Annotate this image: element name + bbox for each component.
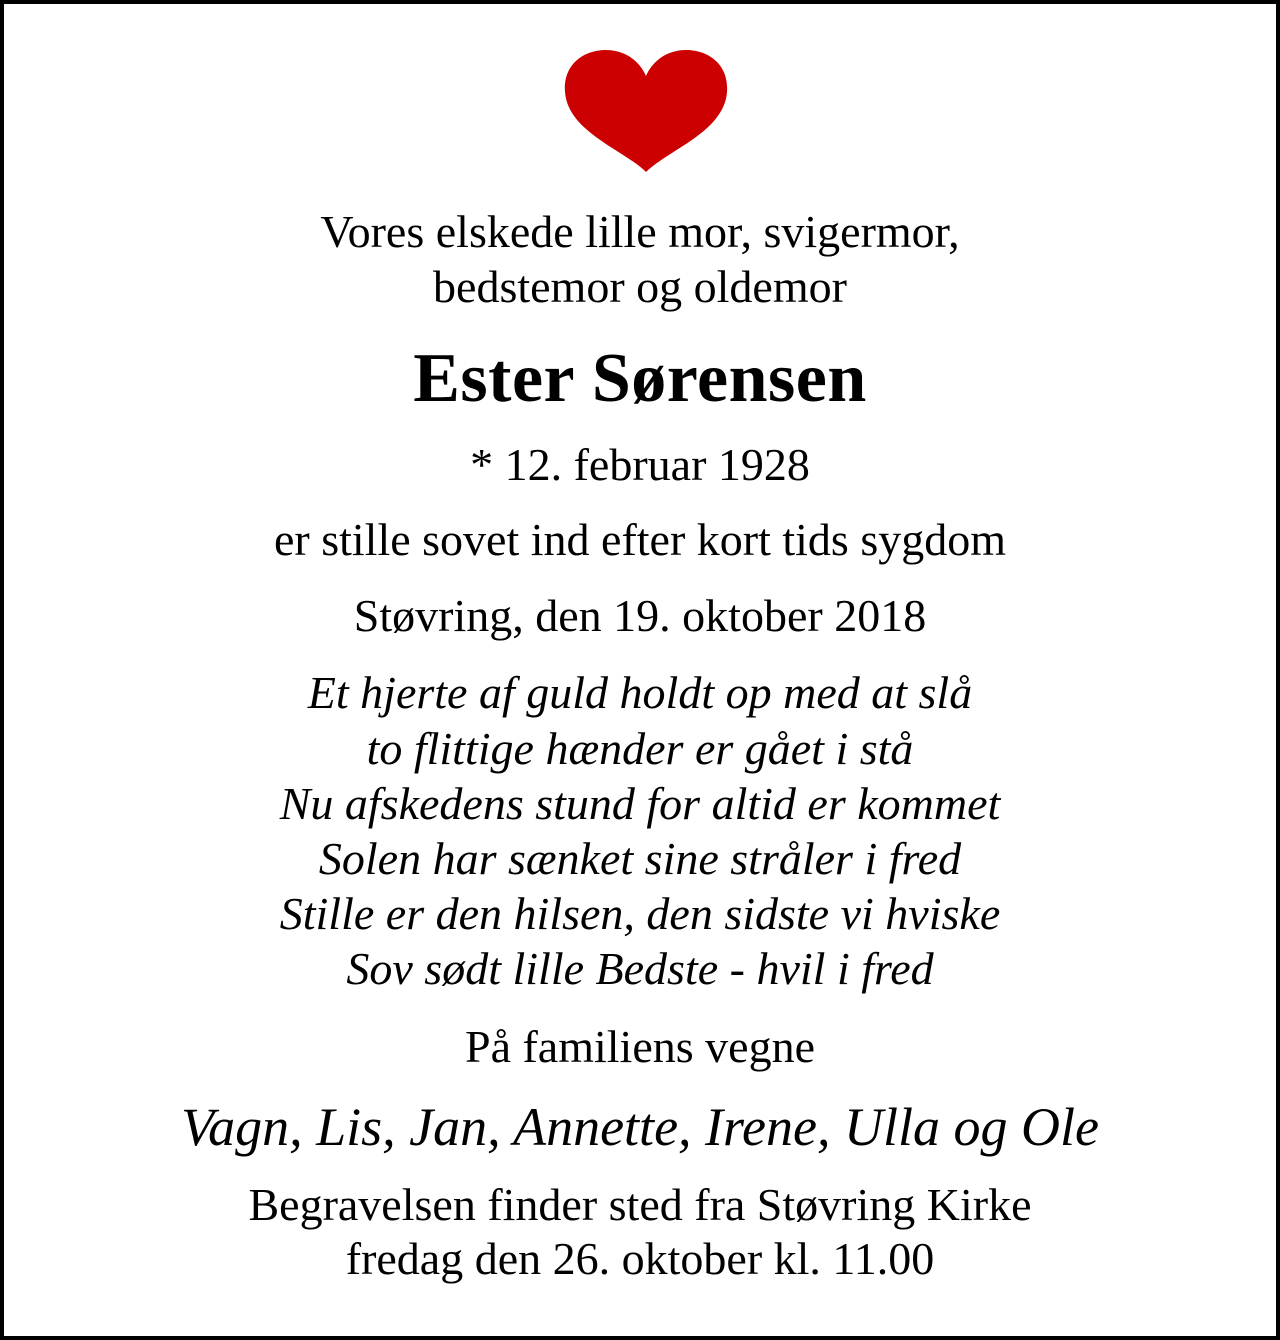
heart-shape: [565, 50, 727, 172]
poem-line-2: to flittige hænder er gået i stå: [366, 723, 914, 774]
funeral-line-2: fredag den 26. oktober kl. 11.00: [345, 1233, 935, 1284]
poem-line-6: Sov sødt lille Bedste - hvil i fred: [346, 943, 934, 994]
poem-line-1: Et hjerte af guld holdt op med at slå: [307, 667, 973, 718]
place-and-date: Støvring, den 19. oktober 2018: [353, 590, 927, 641]
deceased-name: Ester Sørensen: [413, 340, 867, 417]
poem-line-4: Solen har sænket sine stråler i fred: [318, 833, 962, 884]
funeral-line-1: Begravelsen finder sted fra Støvring Kirke: [248, 1179, 1032, 1230]
intro-line-2: bedstemor og oldemor: [433, 261, 847, 312]
on-behalf-text: På familiens vegne: [464, 1021, 815, 1072]
birth-date: * 12. februar 1928: [470, 439, 810, 490]
poem-line-3: Nu afskedens stund for altid er kommet: [279, 778, 1001, 829]
passing-text: er stille sovet ind efter kort tids sygdom: [273, 514, 1007, 565]
poem-line-5: Stille er den hilsen, den sidste vi hviske: [279, 888, 1001, 939]
family-names: Vagn, Lis, Jan, Annette, Irene, Ulla og Ole: [181, 1097, 1099, 1157]
intro-line-1: Vores elskede lille mor, svigermor,: [320, 206, 960, 257]
heart-icon: [564, 48, 728, 176]
